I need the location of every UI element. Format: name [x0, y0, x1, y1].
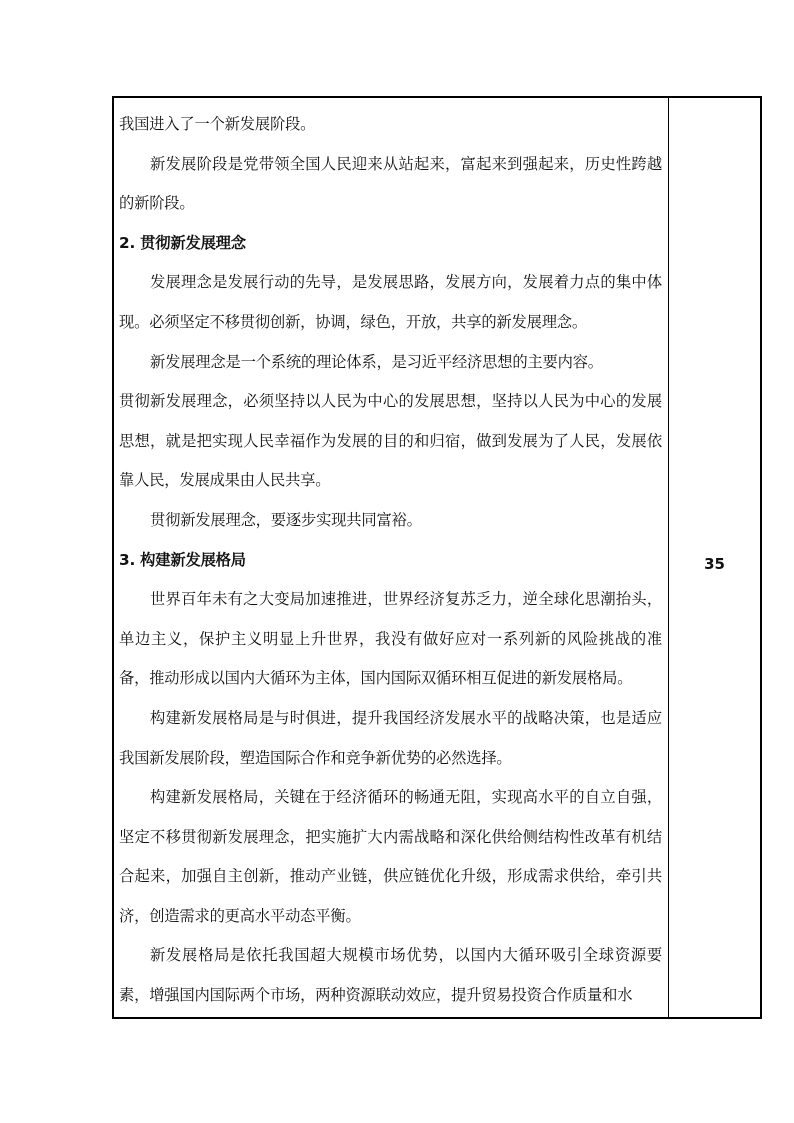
content-cell	[114, 98, 669, 1017]
paragraph: 构建新发展格局是与时俱进，提升我国经济发展水平的战略决策，也是适应我国新发展阶段，塑造国际合作和竞争新优势的必然选择。	[119, 708, 662, 767]
paragraph: 贯彻新发展理念，必须坚持以人民为中心的发展思想，坚持以人民为中心的发展思想，就是把实现人民幸福作为发展的目的和归宿，做到发展为了人民，发展依靠人民，发展成果由人民共享。	[119, 392, 662, 490]
paragraph: 世界百年未有之大变局加速推进，世界经济复苏乏力，逆全球化思潮抬头，单边主义，保护主义明显上升世界，我没有做好应对一系列新的风险挑战的准备，推动形成以国内大循环为主体，国内国际双循环相互促进的新发展格局。	[119, 590, 662, 688]
score-cell	[669, 98, 760, 1017]
paragraph: 新发展阶段是党带领全国人民迎来从站起来，富起来到强起来，历史性跨越的新阶段。	[119, 154, 662, 213]
paragraph: 新发展理念是一个系统的理论体系，是习近平经济思想的主要内容。	[150, 352, 603, 371]
paragraph: 构建新发展格局，关键在于经济循环的畅通无阻，实现高水平的自立自强，坚定不移贯彻新发展理念，把实施扩大内需战略和深化供给侧结构性改革有机结合起来，加强自主创新，推动产业链，供应链优化升级，形成需求供给，牵引共济，创造需求的更高水平动态平衡。	[119, 788, 662, 925]
paragraph: 贯彻新发展理念，要逐步实现共同富裕。	[150, 510, 422, 529]
section-heading: 3. 构建新发展格局	[119, 550, 246, 569]
paragraph: 新发展格局是依托我国超大规模市场优势，以国内大循环吸引全球资源要素，增强国内国际两个市场，两种资源联动效应，提升贸易投资合作质量和水	[119, 946, 662, 1005]
score-value: 35	[704, 554, 725, 573]
document-table	[112, 96, 762, 1019]
paragraph: 发展理念是发展行动的先导，是发展思路，发展方向，发展着力点的集中体现。必须坚定不移贯彻创新，协调，绿色，开放，共享的新发展理念。	[119, 273, 662, 331]
section-heading: 2. 贯彻新发展理念	[119, 233, 246, 252]
paragraph: 我国进入了一个新发展阶段。	[119, 115, 316, 133]
